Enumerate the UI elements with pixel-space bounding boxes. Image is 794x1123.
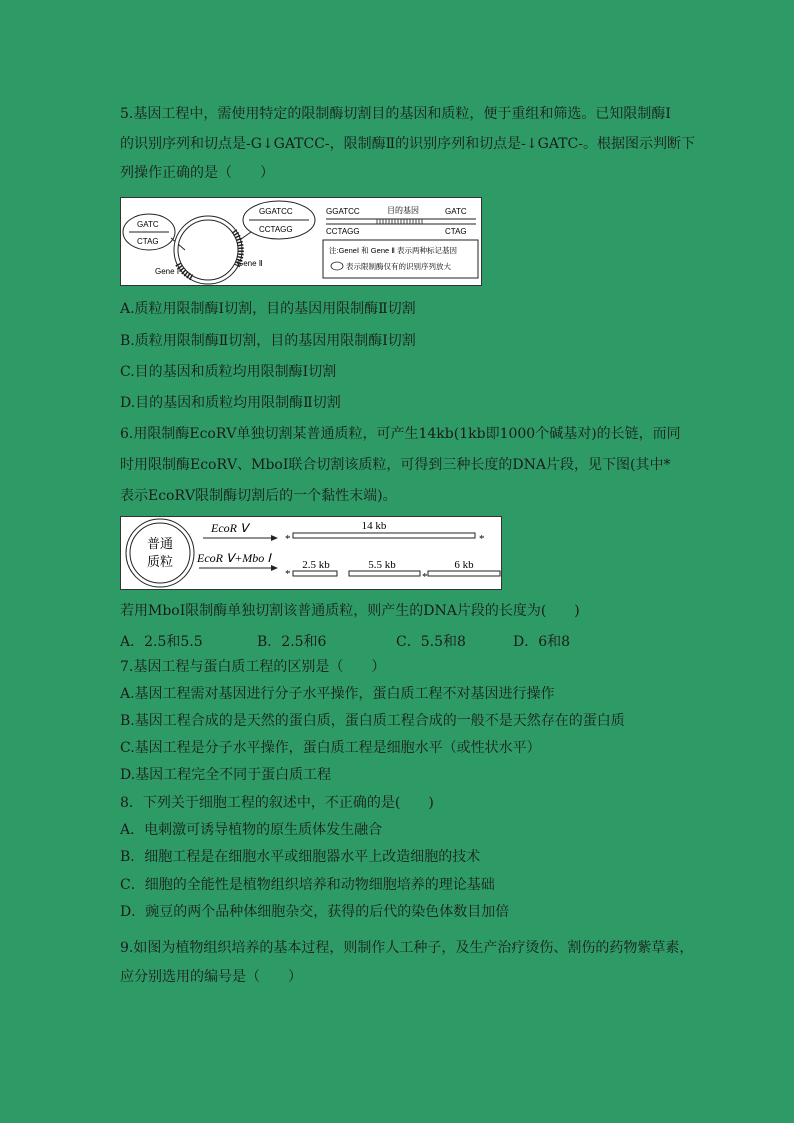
q5-option-b: B.质粒用限制酶Ⅱ切割，目的基因用限制酶Ⅰ切割 bbox=[120, 333, 416, 349]
q6-stem-line-1: 6.用限制酶EcoRⅤ单独切割某普通质粒，可产生14kb(1kb即1000个碱基对)的长链，而同 bbox=[120, 426, 681, 442]
q6-star-4: * bbox=[422, 571, 428, 583]
q5-bubble2-top: GGATCC bbox=[259, 207, 293, 216]
q6-option-a: A．2.5和5.5 bbox=[120, 634, 203, 650]
q5-target-gene-hatch bbox=[377, 219, 422, 224]
q6-frag-14: 14 kb bbox=[361, 520, 387, 532]
q5-strand-right-top: GATC bbox=[445, 207, 467, 216]
q6-frag-5-5: 5.5 kb bbox=[368, 559, 396, 571]
q8-option-b: B．细胞工程是在细胞水平或细胞器水平上改造细胞的技术 bbox=[120, 849, 481, 865]
q5-gene1-label: Gene Ⅰ bbox=[155, 267, 180, 276]
arrow-right-icon bbox=[271, 565, 278, 571]
q6-plasmid-inner bbox=[130, 523, 190, 583]
q5-strand-mid-label: 目的基因 bbox=[387, 206, 419, 215]
q6-question: 若用MboⅠ限制酶单独切割该普通质粒，则产生的DNA片段的长度为( ) bbox=[120, 603, 580, 619]
q7-option-d: D.基因工程完全不同于蛋白质工程 bbox=[120, 767, 332, 783]
q8-stem: 8．下列关于细胞工程的叙述中，不正确的是( ) bbox=[120, 795, 434, 811]
q5-note-line-1: 注:GeneⅠ 和 Gene Ⅱ 表示两种标记基因 bbox=[329, 246, 458, 255]
q8-option-a: A．电刺激可诱导植物的原生质体发生融合 bbox=[120, 822, 383, 838]
q5-bubble2-bottom: CCTAGG bbox=[259, 225, 293, 234]
q5-note-line-2: 表示限制酶仅有的识别序列放大 bbox=[346, 262, 451, 271]
q5-stem-line-2: 的识别序列和切点是-G↓GATCC-，限制酶Ⅱ的识别序列和切点是-↓GATC-。根据图示判断下 bbox=[120, 136, 695, 152]
q6-enzyme-2: EcoR Ⅴ+Mbo Ⅰ bbox=[197, 551, 271, 565]
q9-stem-line-2: 应分别选用的编号是（ ） bbox=[120, 969, 302, 985]
q6-enzyme-1: EcoR Ⅴ bbox=[211, 521, 249, 535]
q6-option-d: D．6和8 bbox=[513, 634, 571, 650]
q5-strand-right-bottom: CTAG bbox=[445, 227, 467, 236]
bubble-icon bbox=[331, 262, 343, 270]
q7-stem: 7.基因工程与蛋白质工程的区别是（ ） bbox=[120, 659, 386, 675]
q6-options bbox=[120, 632, 570, 652]
q5-option-c: C.目的基因和质粒均用限制酶Ⅰ切割 bbox=[120, 364, 337, 380]
q5-option-d: D.目的基因和质粒均用限制酶Ⅱ切割 bbox=[120, 395, 341, 411]
q7-option-a: A.基因工程需对基因进行分子水平操作，蛋白质工程不对基因进行操作 bbox=[120, 686, 555, 702]
q6-option-c: C．5.5和8 bbox=[396, 634, 466, 650]
q6-option-b: B．2.5和6 bbox=[257, 634, 327, 650]
q6-frag-2-5-bar bbox=[293, 571, 337, 576]
q7-option-c: C.基因工程是分子水平操作，蛋白质工程是细胞水平（或性状水平） bbox=[120, 740, 541, 756]
q8-option-c: C．细胞的全能性是植物组织培养和动物细胞培养的理论基础 bbox=[120, 877, 495, 893]
q5-strand-left-bottom: CCTAGG bbox=[326, 227, 360, 236]
q5-bubble1-top: GATC bbox=[137, 220, 159, 229]
q6-stem-line-2: 时用限制酶EcoRⅤ、MboⅠ联合切割该质粒，可得到三种长度的DNA片段，见下图(其中* bbox=[120, 457, 671, 473]
q6-star-2: * bbox=[479, 533, 485, 545]
q5-stem-line-1: 5.基因工程中，需使用特定的限制酶切割目的基因和质粒，便于重组和筛选。已知限制酶Ⅰ bbox=[120, 106, 671, 122]
q6-digest-figure bbox=[120, 516, 502, 590]
q5-option-a: A.质粒用限制酶Ⅰ切割，目的基因用限制酶Ⅱ切割 bbox=[120, 301, 416, 317]
q6-frag-6-bar bbox=[428, 571, 500, 576]
q9-stem-line-1: 9.如图为植物组织培养的基本过程，则制作人工种子，及生产治疗烫伤、割伤的药物紫草素， bbox=[120, 940, 694, 956]
q6-star-3: * bbox=[285, 568, 291, 580]
q6-circle-line-2: 质粒 bbox=[146, 554, 174, 569]
q6-frag-2-5: 2.5 kb bbox=[302, 559, 330, 571]
q6-circle-line-1: 普通 bbox=[146, 536, 174, 551]
q5-stem-line-3: 列操作正确的是（ ） bbox=[120, 165, 274, 181]
q6-star-1: * bbox=[285, 533, 291, 545]
q6-stem-line-3: 表示EcoRⅤ限制酶切割后的一个黏性末端)。 bbox=[120, 488, 397, 504]
q5-gene2-label: Gene Ⅱ bbox=[237, 259, 263, 268]
q6-plasmid-outer bbox=[126, 519, 194, 587]
q5-strand-left-top: GGATCC bbox=[326, 207, 360, 216]
q5-plasmid-figure bbox=[120, 197, 482, 286]
q6-frag-14-bar bbox=[293, 533, 475, 538]
q5-bubble1-bottom: CTAG bbox=[137, 237, 159, 246]
arrow-right-icon bbox=[271, 535, 278, 541]
q7-option-b: B.基因工程合成的是天然的蛋白质，蛋白质工程合成的一般不是天然存在的蛋白质 bbox=[120, 713, 625, 729]
q6-frag-5-5-bar bbox=[349, 571, 420, 576]
q6-frag-6: 6 kb bbox=[454, 559, 474, 571]
q8-option-d: D．豌豆的两个品种体细胞杂交，获得的后代的染色体数目加倍 bbox=[120, 904, 510, 920]
